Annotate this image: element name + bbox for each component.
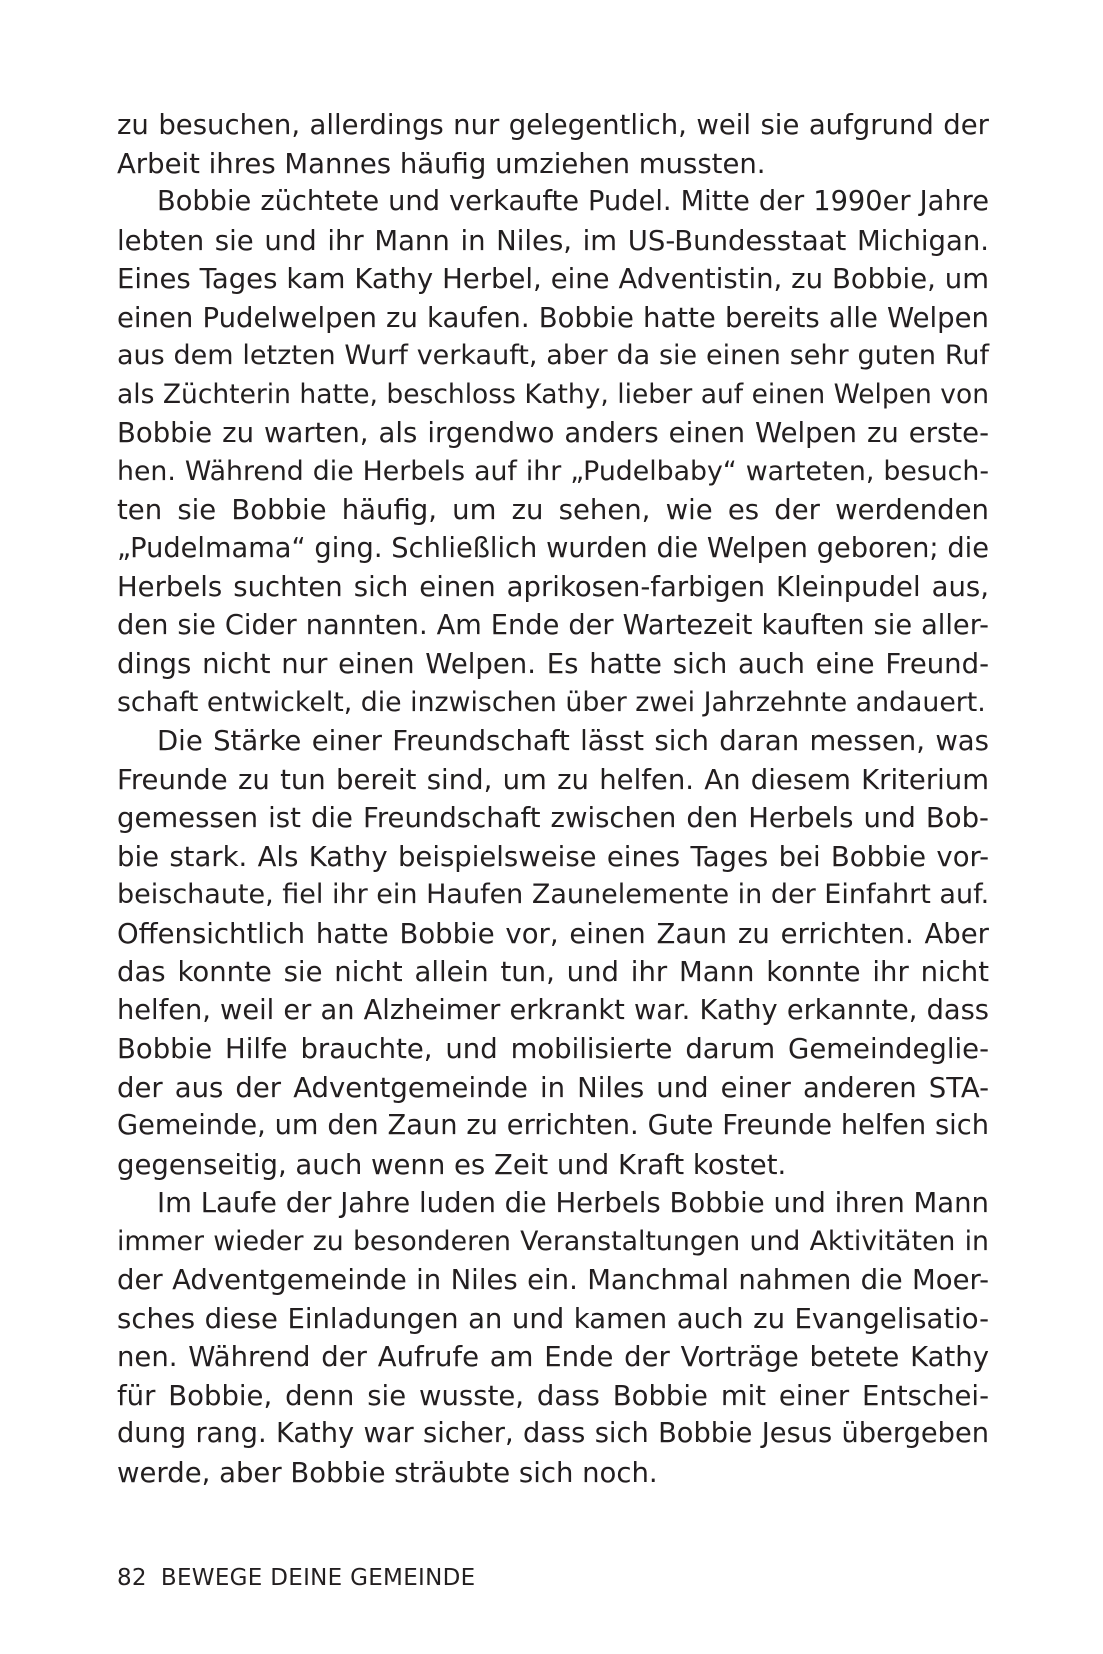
text-line: Bobbie Hilfe brauchte, und mobilisierte darum Gemeindeglie-: [117, 1033, 989, 1065]
text-line: Gemeinde, um den Zaun zu errichten. Gute Freunde helfen sich: [117, 1110, 989, 1141]
text-line: den sie Cider nannten. Am Ende der Wartezeit kauften sie aller-: [117, 609, 989, 641]
page-number: 82: [117, 1565, 147, 1591]
running-title: BEWEGE DEINE GEMEINDE: [160, 1565, 476, 1591]
text-line: nen. Während der Aufrufe am Ende der Vorträge betete Kathy: [117, 1341, 989, 1373]
text-line: beischaute, fiel ihr ein Haufen Zaunelemente in der Einfahrt auf.: [117, 879, 990, 910]
text-line: sches diese Einladungen an und kamen auch zu Evangelisatio-: [117, 1302, 989, 1335]
text-line: immer wieder zu besonderen Veranstaltungen und Aktivitäten in: [117, 1225, 989, 1257]
text-line: Im Laufe der Jahre luden die Herbels Bobbie und ihren Mann: [157, 1187, 989, 1219]
body-text: [117, 106, 989, 1492]
text-line: schaft entwickelt, die inzwischen über zwei Jahrzehnte andauert.: [117, 686, 986, 718]
text-line: Freunde zu tun bereit sind, um zu helfen. An diesem Kriterium: [117, 763, 989, 796]
text-line: gemessen ist die Freundschaft zwischen den Herbels und Bob-: [117, 802, 989, 834]
text-line: Herbels suchten sich einen aprikosen-farbigen Kleinpudel aus,: [117, 571, 989, 603]
text-line: Die Stärke einer Freundschaft lässt sich daran messen, was: [157, 725, 989, 757]
text-line: bie stark. Als Kathy beispielsweise eines Tages bei Bobbie vor-: [117, 840, 989, 873]
text-line: helfen, weil er an Alzheimer erkrankt war. Kathy erkannte, dass: [117, 994, 989, 1026]
text-line: hen. Während die Herbels auf ihr „Pudelbaby“ warteten, besuch-: [117, 455, 989, 487]
text-line: Arbeit ihres Mannes häufig umziehen mussten.: [117, 147, 766, 180]
text-line: einen Pudelwelpen zu kaufen. Bobbie hatte bereits alle Welpen: [117, 301, 989, 334]
text-line: zu besuchen, allerdings nur gelegentlich, weil sie aufgrund der: [117, 109, 989, 141]
text-line: aus dem letzten Wurf verkauft, aber da sie einen sehr guten Ruf: [117, 340, 989, 371]
text-line: als Züchterin hatte, beschloss Kathy, lieber auf einen Welpen von: [117, 378, 989, 410]
text-line: Bobbie zu warten, als irgendwo anders einen Welpen zu erste-: [117, 417, 989, 449]
text-line: lebten sie und ihr Mann in Niles, im US-Bundesstaat Michigan.: [117, 224, 989, 257]
text-line: der aus der Adventgemeinde in Niles und einer anderen STA-: [117, 1071, 989, 1104]
text-line: der Adventgemeinde in Niles ein. Manchmal nahmen die Moer-: [117, 1264, 989, 1296]
text-line: „Pudelmama“ ging. Schließlich wurden die Welpen geboren; die: [117, 532, 989, 564]
text-line: Bobbie züchtete und verkaufte Pudel. Mitte der 1990er Jahre: [157, 186, 989, 217]
text-line: für Bobbie, denn sie wusste, dass Bobbie mit einer Entschei-: [117, 1379, 989, 1412]
text-line: werde, aber Bobbie sträubte sich noch.: [117, 1456, 658, 1489]
text-line: ten sie Bobbie häufig, um zu sehen, wie es der werdenden: [117, 494, 989, 526]
text-line: dings nicht nur einen Welpen. Es hatte sich auch eine Freund-: [117, 648, 989, 680]
page-footer: [117, 1563, 475, 1593]
text-line: Offensichtlich hatte Bobbie vor, einen Zaun zu errichten. Aber: [117, 917, 989, 950]
text-line: Eines Tages kam Kathy Herbel, eine Adventistin, zu Bobbie, um: [117, 263, 989, 295]
text-line: dung rang. Kathy war sicher, dass sich Bobbie Jesus übergeben: [117, 1418, 989, 1449]
text-line: das konnte sie nicht allein tun, und ihr Mann konnte ihr nicht: [117, 956, 989, 988]
text-line: gegenseitig, auch wenn es Zeit und Kraft kostet.: [117, 1148, 787, 1181]
